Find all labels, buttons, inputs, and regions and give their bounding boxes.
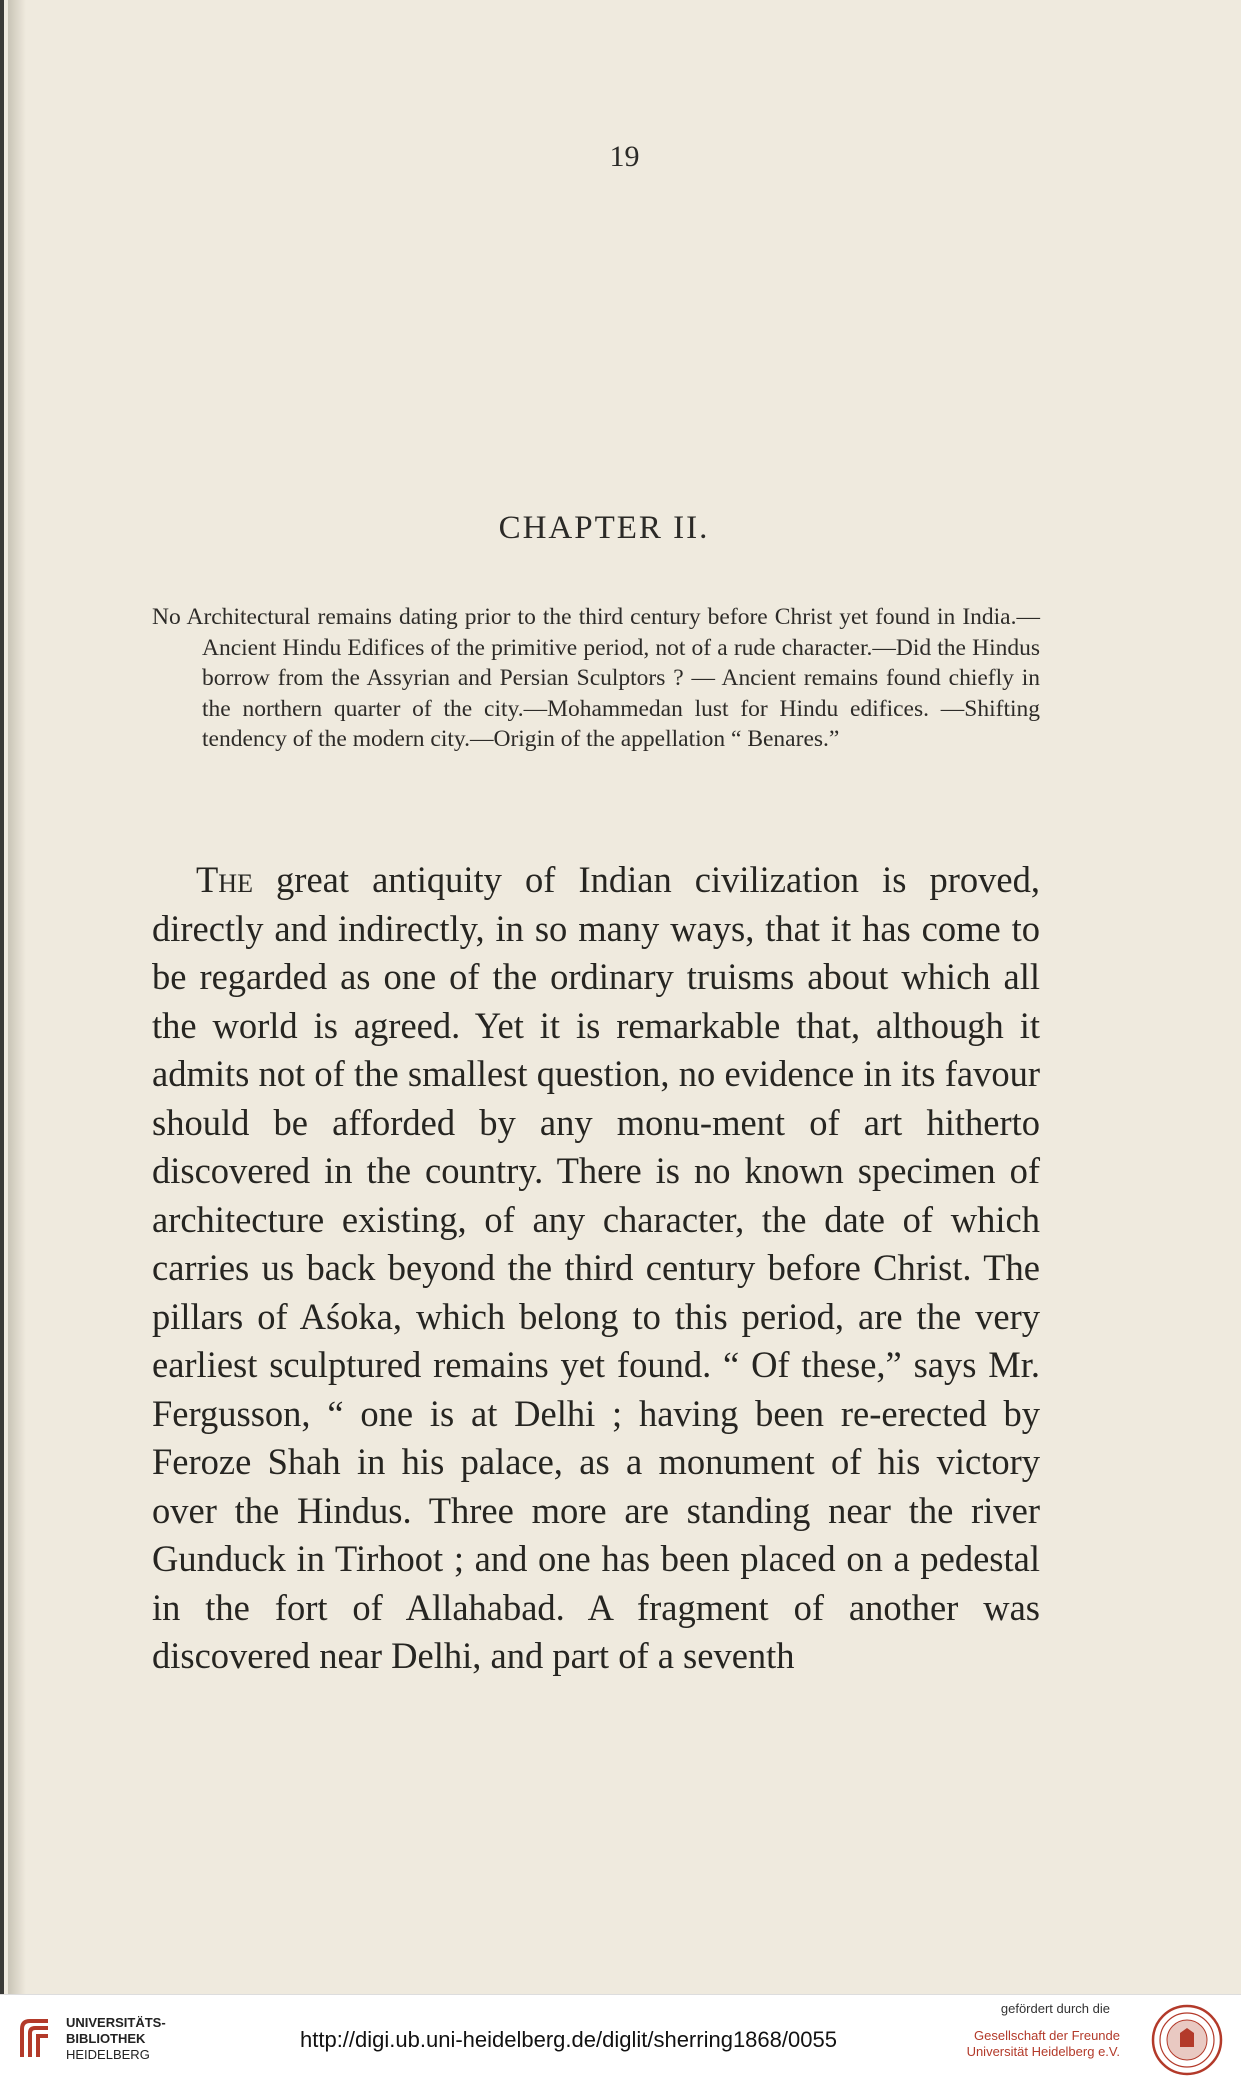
- body-lead-word: The: [196, 859, 253, 900]
- body-paragraph: [152, 856, 1040, 1681]
- library-line-2: BIBLIOTHEK: [66, 2031, 146, 2046]
- body-paragraph-text: great antiquity of Indian civilization is proved, directly and indirectly, in so many ways, that it has come to be regarded as one of the ordinary truisms about which all the world is agreed. Yet it is remarkable that, although it admits not of the smallest question, no evidence in its favour should be afforded by any monu-ment of art hitherto discovered in the country. There is no known specimen of architecture existing, of any character, the date of which carries us back beyond the third century before Christ. The pillars of Aśoka, which belong to this period, are the very earliest sculptured remains yet found. “ Of these,” says Mr. Fergusson, “ one is at Delhi ; having been re-erected by Feroze Shah in his palace, as a monument of his victory over the Hindus. Three more are standing near the river Gunduck in Tirhoot ; and one has been placed on a pedestal in the fort of Allahabad. A fragment of another was discovered near Delhi, and part of a seventh: [152, 859, 1040, 1676]
- viewer-footer: [0, 1994, 1241, 2083]
- chapter-summary-text: No Architectural remains dating prior to the third century before Christ yet found in India.—Ancient Hindu Edifices of the primitive period, not of a rude character.—Did the Hindus borrow from the Assyrian and Persian Sculptors ? — Ancient remains found chiefly in the northern quarter of the city.—Mohammedan lust for Hindu edifices. —Shifting tendency of the modern city.—Origin of the appellation “ Benares.”: [152, 604, 1040, 752]
- chapter-summary: [152, 602, 1040, 755]
- sponsor-block: [940, 2001, 1120, 2060]
- library-line-3: HEIDELBERG: [66, 2047, 150, 2062]
- sponsor-org-line-1: Gesellschaft der Freunde: [974, 2028, 1120, 2043]
- sponsor-label: gefördert durch die: [1000, 2001, 1110, 2016]
- university-seal-icon: [1150, 2003, 1224, 2077]
- ub-heidelberg-logo-icon: [14, 2017, 56, 2063]
- library-line-1: UNIVERSITÄTS-: [66, 2015, 166, 2030]
- chapter-title: CHAPTER II.: [498, 510, 710, 546]
- library-name: [66, 2015, 166, 2063]
- page-gutter-shadow: [8, 0, 26, 1994]
- page-number: 19: [609, 140, 640, 173]
- sponsor-org-line-2: Universität Heidelberg e.V.: [966, 2044, 1120, 2059]
- permalink-url[interactable]: http://digi.ub.uni-heidelberg.de/diglit/sherring1868/0055: [300, 2027, 837, 2052]
